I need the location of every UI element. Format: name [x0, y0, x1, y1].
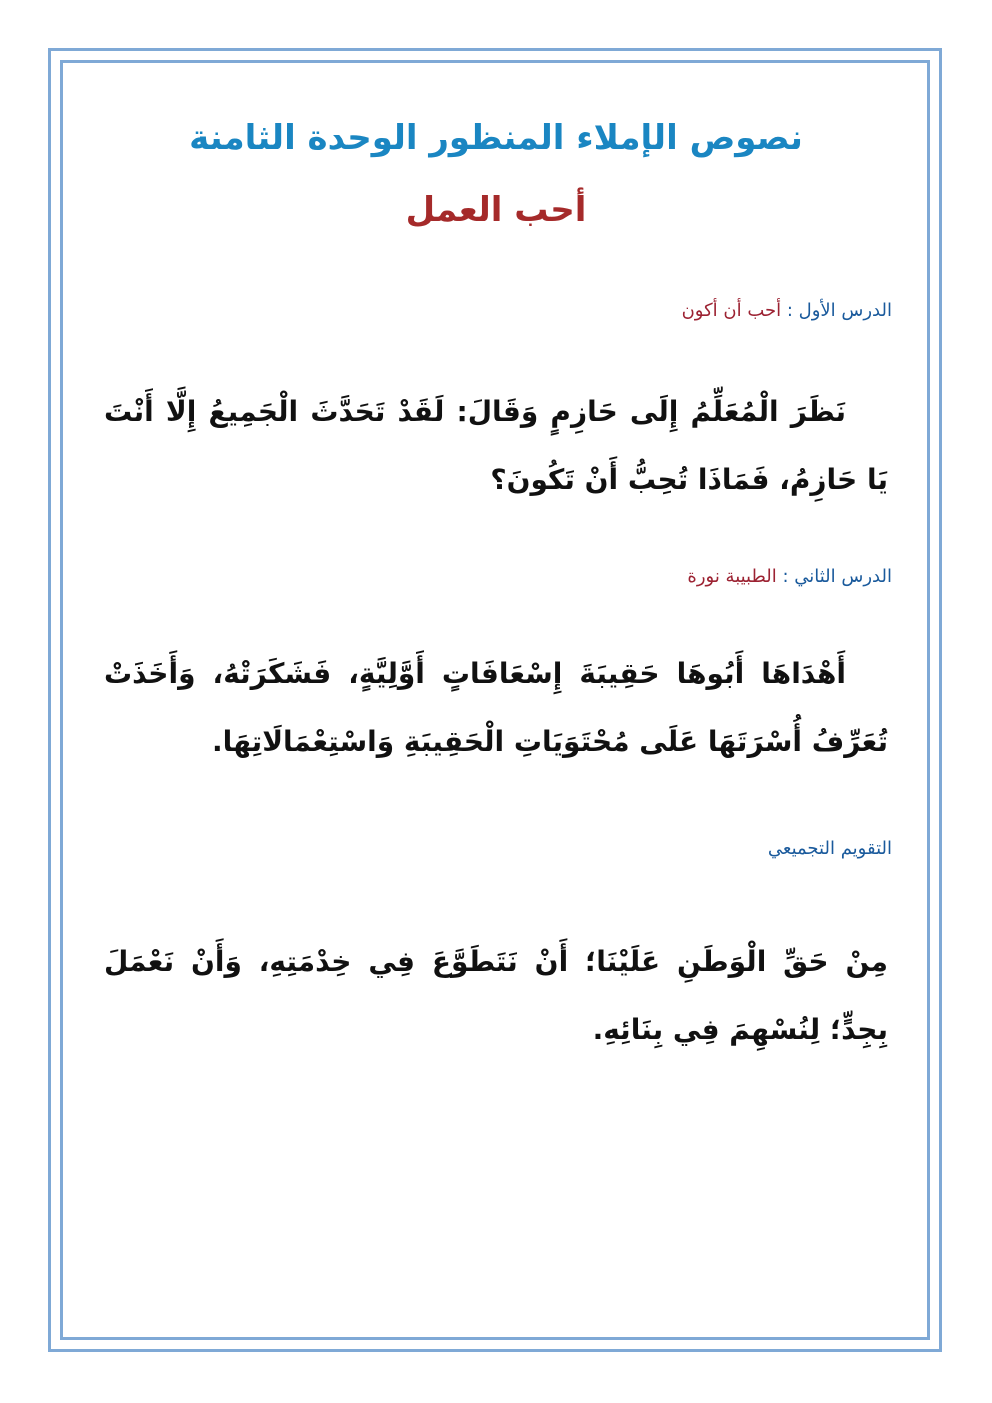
- evaluation-text: مِنْ حَقِّ الْوَطَنِ عَلَيْنَا؛ أَنْ نَتَطَوَّعَ فِي خِدْمَتِهِ، وَأَنْ نَعْمَلَ بِجِدٍّ؛ لِنُسْهِمَ فِي بِنَائِهِ.: [104, 945, 888, 1046]
- evaluation-passage: [104, 928, 888, 1064]
- lesson-1-heading-prefix: الدرس الأول :: [781, 300, 892, 321]
- page-subtitle: أحب العمل: [405, 190, 587, 230]
- lesson-2-heading: [100, 566, 892, 587]
- lesson-2-heading-prefix: الدرس الثاني :: [776, 566, 892, 587]
- lesson-1-heading: [100, 300, 892, 321]
- lesson-1-heading-name: أحب أن أكون: [681, 300, 782, 321]
- lesson-1-passage: [104, 378, 888, 514]
- page-title: نصوص الإملاء المنظور الوحدة الثامنة: [189, 118, 803, 158]
- lesson-1-text: نَظَرَ الْمُعَلِّمُ إِلَى حَازِمٍ وَقَالَ: لَقَدْ تَحَدَّثَ الْجَمِيعُ إِلَّا أَنْتَ يَا حَازِمُ، فَمَاذَا تُحِبُّ أَنْ تَكُونَ؟: [104, 395, 888, 496]
- evaluation-heading: التقويم التجميعي: [767, 838, 892, 859]
- lesson-2-passage: [104, 640, 888, 776]
- lesson-2-heading-name: الطبيبة نورة: [687, 566, 777, 587]
- lesson-2-text: أَهْدَاهَا أَبُوهَا حَقِيبَةَ إِسْعَافَاتٍ أَوَّلِيَّةٍ، فَشَكَرَتْهُ، وَأَخَذَتْ تُعَرِّفُ أُسْرَتَهَا عَلَى مُحْتَوَيَاتِ الْحَقِيبَةِ وَاسْتِعْمَالَاتِهَا.: [104, 657, 888, 758]
